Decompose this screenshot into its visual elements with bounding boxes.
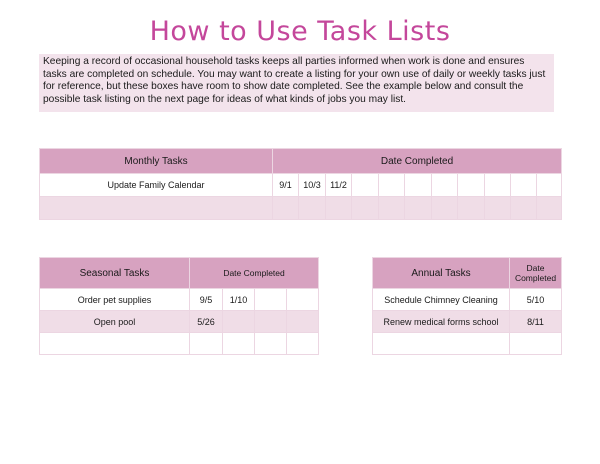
date-cell[interactable] (223, 333, 255, 355)
table-row (40, 174, 562, 197)
date-cell[interactable] (255, 333, 287, 355)
date-cell[interactable] (255, 311, 287, 333)
date-cell[interactable] (255, 289, 287, 311)
date-cell[interactable] (326, 197, 352, 220)
date-cell[interactable] (485, 174, 511, 197)
seasonal-date-header: Date Completed (190, 258, 319, 289)
table-row (373, 333, 562, 355)
task-cell[interactable] (373, 333, 510, 355)
date-cell[interactable] (485, 197, 511, 220)
date-cell[interactable] (405, 174, 432, 197)
date-cell[interactable] (405, 197, 432, 220)
date-cell[interactable] (287, 289, 319, 311)
date-cell[interactable] (458, 197, 485, 220)
task-cell[interactable]: Renew medical forms school (373, 311, 510, 333)
date-cell[interactable]: 9/5 (190, 289, 223, 311)
date-cell[interactable] (537, 174, 562, 197)
task-cell[interactable] (40, 333, 190, 355)
date-cell[interactable] (223, 311, 255, 333)
monthly-task-header: Monthly Tasks (40, 149, 273, 174)
monthly-date-header: Date Completed (273, 149, 562, 174)
date-cell[interactable] (352, 174, 379, 197)
date-cell[interactable] (273, 197, 299, 220)
date-cell[interactable] (287, 311, 319, 333)
date-cell[interactable] (287, 333, 319, 355)
date-cell[interactable] (511, 197, 537, 220)
date-cell[interactable] (352, 197, 379, 220)
monthly-tasks-table (39, 148, 562, 220)
table-row (40, 289, 319, 311)
date-cell[interactable] (379, 174, 405, 197)
table-row (40, 311, 319, 333)
date-cell[interactable] (511, 174, 537, 197)
date-cell[interactable] (537, 197, 562, 220)
date-cell[interactable] (432, 197, 458, 220)
annual-date-header: Date Completed (510, 258, 562, 289)
date-cell[interactable]: 9/1 (273, 174, 299, 197)
date-cell[interactable]: 1/10 (223, 289, 255, 311)
date-cell[interactable] (379, 197, 405, 220)
annual-tasks-table (372, 257, 562, 355)
table-row (40, 333, 319, 355)
task-cell[interactable]: Order pet supplies (40, 289, 190, 311)
seasonal-tasks-table (39, 257, 319, 355)
task-cell[interactable]: Schedule Chimney Cleaning (373, 289, 510, 311)
task-cell[interactable]: Open pool (40, 311, 190, 333)
date-cell[interactable]: 5/10 (510, 289, 562, 311)
table-row (373, 311, 562, 333)
date-cell[interactable] (458, 174, 485, 197)
table-row (40, 197, 562, 220)
intro-paragraph: Keeping a record of occasional household tasks keeps all parties informed when work is done and ensures tasks are completed on schedule. You may want to create a listing for your own use of daily or weekly tasks just for reference, but these boxes have room to show date completed. See the example below and consult the possible task listing on the next page for ideas of what kinds of jobs you may list. (39, 54, 554, 112)
date-cell[interactable]: 10/3 (299, 174, 326, 197)
task-cell[interactable]: Update Family Calendar (40, 174, 273, 197)
date-cell[interactable]: 5/26 (190, 311, 223, 333)
date-cell[interactable]: 11/2 (326, 174, 352, 197)
date-cell[interactable] (190, 333, 223, 355)
page-title: How to Use Task Lists (149, 16, 451, 47)
date-cell[interactable] (510, 333, 562, 355)
table-row (373, 289, 562, 311)
date-cell[interactable] (432, 174, 458, 197)
seasonal-task-header: Seasonal Tasks (40, 258, 190, 289)
date-cell[interactable] (299, 197, 326, 220)
date-cell[interactable]: 8/11 (510, 311, 562, 333)
annual-task-header: Annual Tasks (373, 258, 510, 289)
task-cell[interactable] (40, 197, 273, 220)
